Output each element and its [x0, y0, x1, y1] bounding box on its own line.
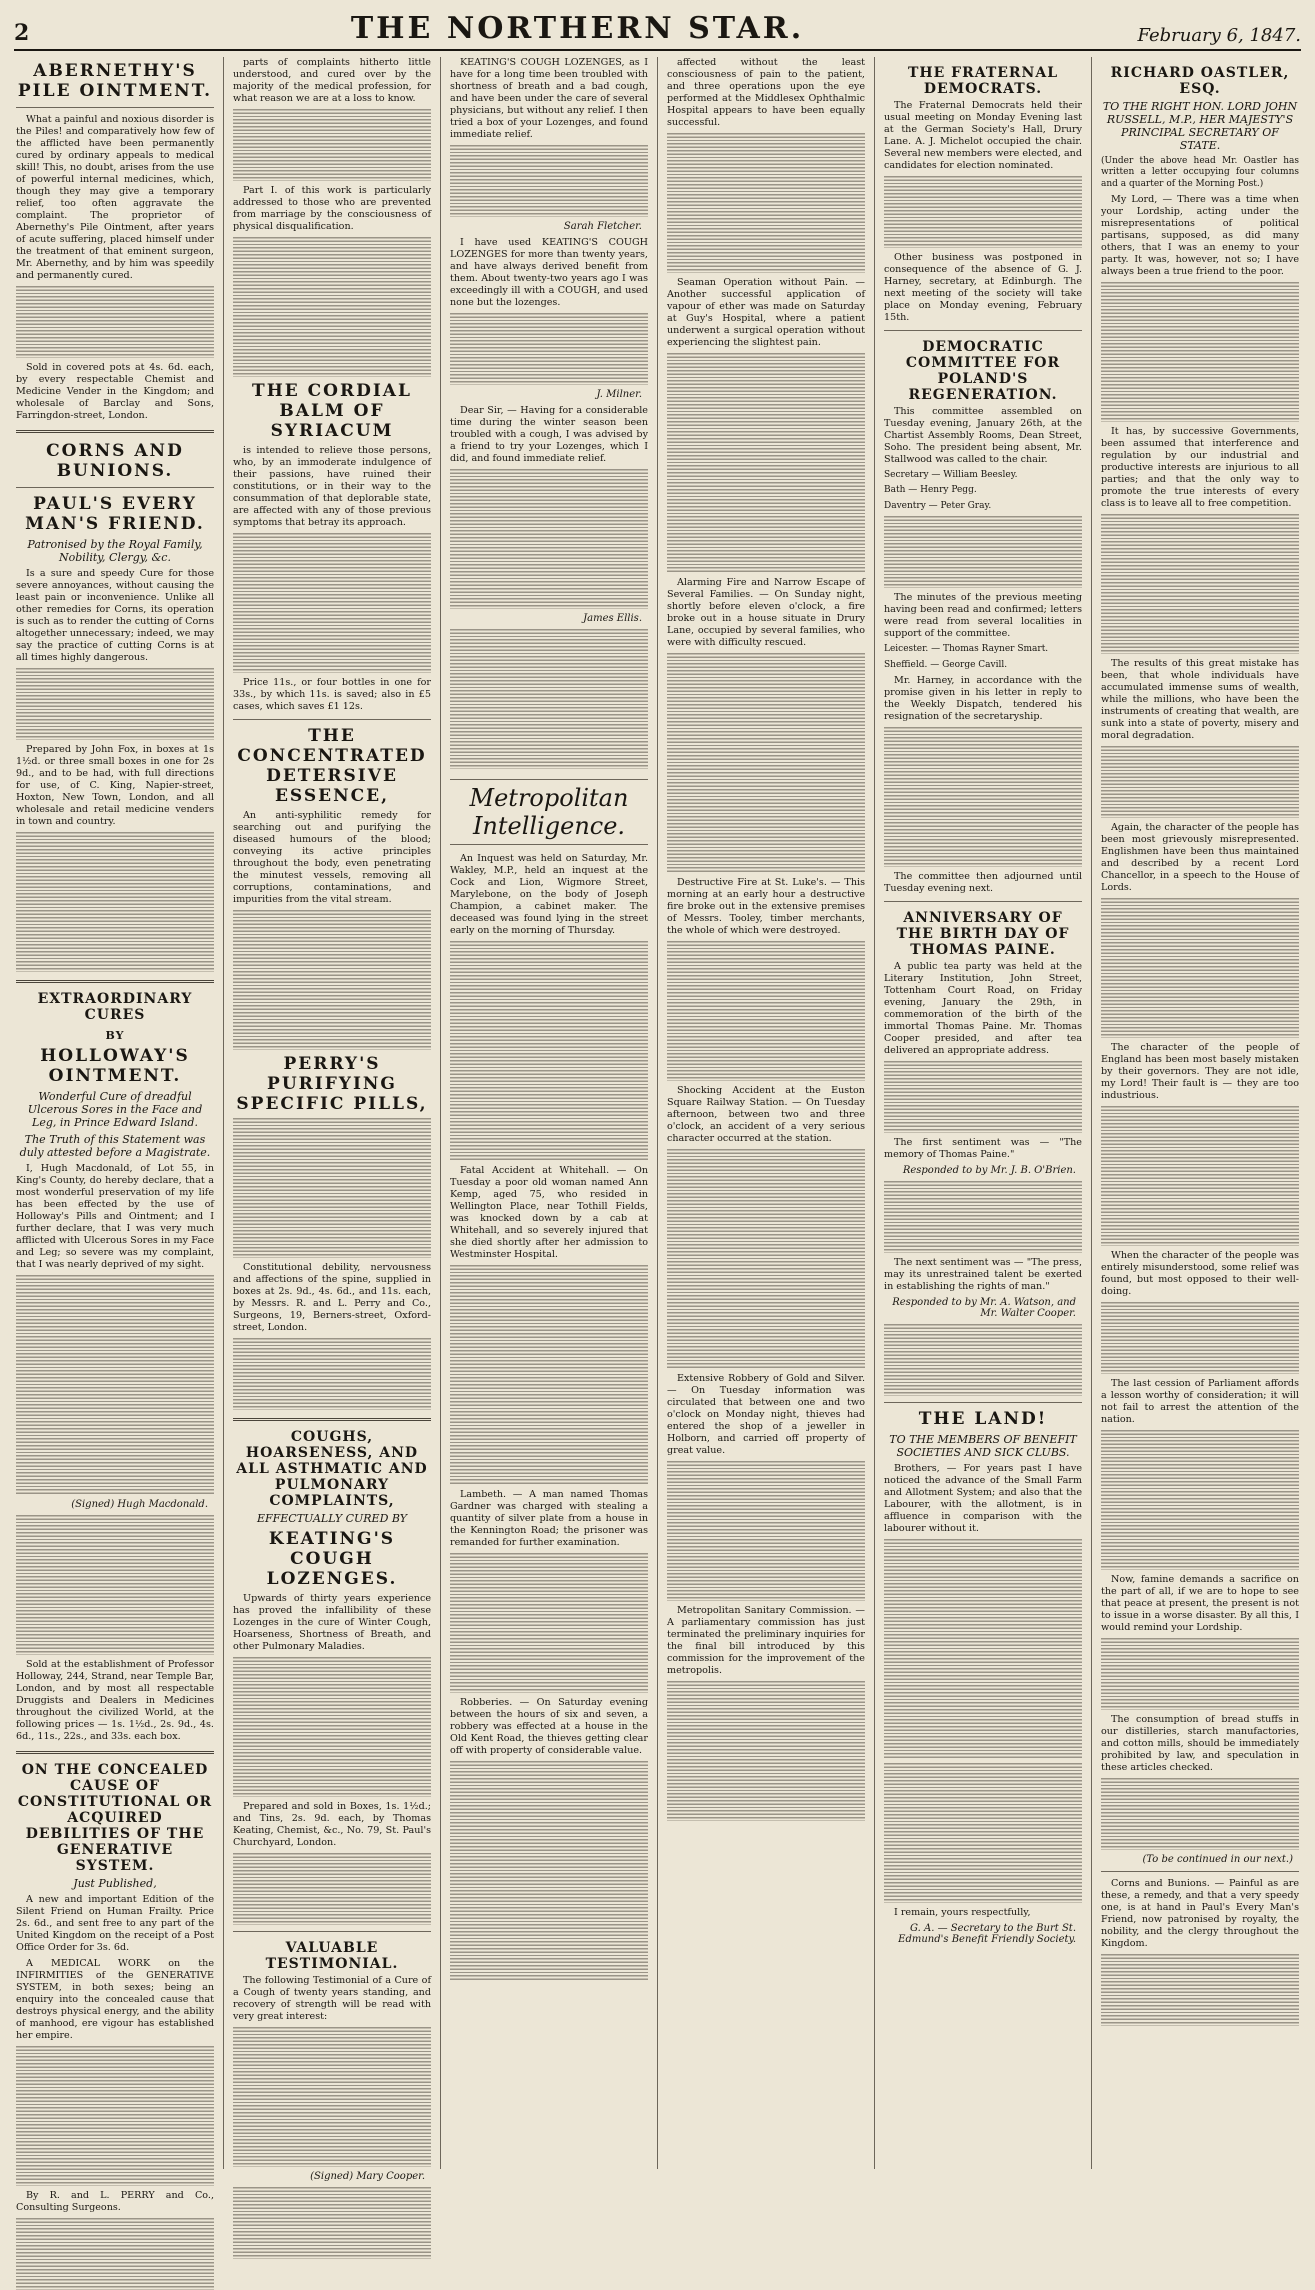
continued-note: (To be continued in our next.) — [1142, 1854, 1293, 1866]
text-block — [233, 2187, 431, 2259]
text-block — [16, 2046, 214, 2186]
signature: Sarah Fletcher. — [563, 221, 642, 232]
testimonial-text: KEATING'S COUGH LOZENGES, as I have for a long time been troubled with shortness of breath and a bad cough, and have been under the care of several physicians, but without any relief. I then tried a box of your Lozenges, and found immediate relief. — [450, 57, 648, 140]
newspaper-title: THE NORTHERN STAR. — [350, 11, 805, 46]
signature: (Signed) Mary Cooper. — [310, 2171, 425, 2182]
advert-text: is intended to relieve those persons, who, by an immoderate indulgence of their passions, have ruined their constitutions, or in their way to the consummation of that deplorable state, are affected with any of those previous symptoms that betray its approach. — [233, 445, 431, 528]
advert-text: Sold at the establishment of Professor Holloway, 244, Strand, near Temple Bar, London, and by most all respectable Druggists and Dealers in Medicines throughout the civilized World, at the following prices — 1s. 1½d., 2s. 9d., 4s. 6d., 11s., 22s., and 33s. each box. — [16, 1659, 214, 1742]
divider — [1101, 1871, 1299, 1872]
news-text: An Inquest was held on Saturday, Mr. Wakley, M.P., held an inquest at the Cock and Lion, Wigmore Street, Marylebone, on the body of Joseph Champion, a cabinet maker. The deceased was found lying in the street early on the morning of Thursday. — [450, 853, 648, 936]
text-block — [450, 941, 648, 1161]
text-block — [667, 941, 865, 1081]
news-text: Seaman Operation without Pain. — Another successful application of vapour of ether was made on Saturday at Guy's Hospital, where a patient underwent a surgical operation without experiencing the slightest pain. — [667, 277, 865, 348]
text-block — [884, 1539, 1082, 1759]
divider — [16, 1751, 214, 1754]
divider — [884, 330, 1082, 331]
text-block — [1101, 1778, 1299, 1850]
editor-note: (Under the above head Mr. Oastler has written a letter occupying four columns and a quarter of the Morning Post.) — [1101, 156, 1299, 189]
advert-text: Prepared and sold in Boxes, 1s. 1½d.; and Tins, 2s. 9d. each, by Thomas Keating, Chemist, &c., No. 79, St. Paul's Churchyard, London. — [233, 1801, 431, 1848]
advert-text: The following Testimonial of a Cure of a Cough of twenty years standing, and recovery of strength will be read with very great interest: — [233, 1975, 431, 2022]
letter-text: The last cession of Parliament affords a lesson worthy of consideration; it will not fail to arrest the attention of the nation. — [1101, 1378, 1299, 1426]
advert-heading-essence: THE CONCENTRATED DETERSIVE ESSENCE, — [237, 726, 427, 806]
article-text: I remain, yours respectfully, — [894, 1907, 1031, 1919]
advert-text: Is a sure and speedy Cure for those severe annoyances, without causing the least pain or inconvenience. Unlike all other remedies for Corns, its operation is such as to render the cutting of Corns altogether unnecessary; indeed, we may say the practice of cutting Corns is at all times highly dangerous. — [16, 568, 214, 663]
text-block — [1101, 1954, 1299, 2026]
news-text: Lambeth. — A man named Thomas Gardner was charged with stealing a quantity of silver plate from a house in the Kennington Road; the prisoner was remanded for further examination. — [450, 1489, 648, 1548]
signature: Responded to by Mr. A. Watson, and Mr. Walter Cooper. — [892, 1297, 1076, 1320]
advert-text: Corns and Bunions. — Painful as are these, a remedy, and that a very speedy one, is at hand in Paul's Every Man's Friend, now patronised by royalty, the nobility, and the clergy throughout the Kingdom. — [1101, 1878, 1299, 1950]
text-block — [667, 353, 865, 573]
advert-text: A MEDICAL WORK on the INFIRMITIES of the GENERATIVE SYSTEM, in both sexes; being an enquiry into the concealed cause that destroys physical energy, and the ability of manhood, ere vigour has established her empire. — [16, 1958, 214, 2041]
divider — [16, 487, 214, 488]
letter-text: The character of the people of England has been most basely mistaken by their governors. They are not idle, my Lord! Their fault is — they are too industrious. — [1101, 1042, 1299, 1102]
news-text: Robberies. — On Saturday evening between the hours of six and seven, a robbery was effected at a house in the Old Kent Road, the thieves getting clear off with property of considerable value. — [450, 1697, 648, 1756]
page-number: 2 — [14, 20, 30, 46]
advert-heading-pile-ointment: ABERNETHY'S PILE OINTMENT. — [17, 61, 213, 101]
section-heading-metropolitan: Metropolitan Intelligence. — [450, 779, 648, 845]
divider — [884, 901, 1082, 902]
text-block — [233, 1338, 431, 1410]
testimonial-text: Dear Sir, — Having for a considerable time during the winter season been troubled with a cough, I was advised by a friend to try your Lozenges, which I did, and found immediate relief. — [450, 405, 648, 464]
article-text: The first sentiment was — "The memory of Thomas Paine." — [884, 1137, 1082, 1161]
text-block — [884, 176, 1082, 248]
advert-heading-by: BY — [105, 1029, 125, 1042]
signature: (Signed) Hugh Macdonald. — [71, 1499, 208, 1510]
text-block — [233, 533, 431, 673]
letter-text: Now, famine demands a sacrifice on the part of all, if we are to hope to see that peace at present, the present is not to issue in a worse disaster. By all this, I would remind your Lordship. — [1101, 1574, 1299, 1634]
advert-heading-corns: CORNS AND BUNIONS. — [46, 441, 184, 481]
text-block — [233, 109, 431, 181]
text-block — [450, 145, 648, 217]
text-block — [233, 1657, 431, 1797]
letter-text: The consumption of bread stuffs in our distilleries, starch manufactories, and cotton mills, should be immediately prohibited by law, and speculation in these articles checked. — [1101, 1714, 1299, 1774]
signature: James Ellis. — [583, 613, 642, 624]
advert-heading-keating: KEATING'S COUGH LOZENGES. — [266, 1529, 398, 1589]
news-text: Destructive Fire at St. Luke's. — This morning at an early hour a destructive fire broke out in the extensive premises of Messrs. Tooley, timber merchants, the whole of which were destroyed. — [667, 877, 865, 936]
column-5 — [874, 57, 1091, 2169]
advert-heading-cures: EXTRAORDINARY CURES — [37, 991, 193, 1023]
signature: G. A. — Secretary to the Burt St. Edmund's Benefit Friendly Society. — [898, 1923, 1076, 1946]
text-block — [667, 1149, 865, 1369]
column-3 — [440, 57, 657, 2169]
text-block — [884, 1061, 1082, 1133]
advert-text: Sold in covered pots at 4s. 6d. each, by every respectable Chemist and Medicine Vender in the Kingdom; and wholesale of Barclay and Sons, Farringdon-street, London. — [16, 362, 214, 421]
text-block — [1101, 1106, 1299, 1246]
text-block — [1101, 514, 1299, 654]
news-text: affected without the least consciousness of pain to the patient, and three operations upon the eye performed at the Middlesex Ophthalmic Hospital appears to have been equally successful. — [667, 57, 865, 128]
advert-text: What a painful and noxious disorder is the Piles! and comparatively how few of the afflicted have been permanently cured by ordinary appeals to medical skill! This, no doubt, arises from the use of powerful internal medicines, which, though they may give a temporary relief, too often aggravate the complaint. The proprietor of Abernethy's Pile Ointment, after years of acute suffering, placed himself under the treatment of that eminent surgeon, Mr. Abernethy, and by him was speedily and permanently cured. — [16, 114, 214, 281]
article-heading-paine: ANNIVERSARY OF THE BIRTH DAY OF THOMAS PAINE. — [896, 910, 1070, 959]
text-block — [16, 668, 214, 740]
article-text: Mr. Harney, in accordance with the promise given in his letter in reply to the Weekly Dispatch, tendered his resignation of the secretaryship. — [884, 675, 1082, 723]
advert-text: A new and important Edition of the Silent Friend on Human Frailty. Price 2s. 6d., and sent free to any part of the United Kingdom on the receipt of a Post Office Order for 3s. 6d. — [16, 1894, 214, 1953]
news-text: Fatal Accident at Whitehall. — On Tuesday a poor old woman named Ann Kemp, aged 75, who resided in Wellington Place, near Tothill Fields, was knocked down by a cab at Whitehall, and so severely injured that she died shortly after her admission to Westminster Hospital. — [450, 1165, 648, 1260]
advert-text: I, Hugh Macdonald, of Lot 55, in King's County, do hereby declare, that a most wonderful preservation of my life has been effected by the use of Holloway's Pills and Ointment; and I further declare, that I was very much afflicted with Ulcerous Sores in my Face and Leg; so severe was my complaint, that I was nearly deprived of my sight. — [16, 1163, 214, 1270]
issue-date: February 6, 1847. — [1137, 25, 1301, 46]
article-text: The committee then adjourned until Tuesday evening next. — [884, 871, 1082, 895]
advert-heading-pills: PERRY'S PURIFYING SPECIFIC PILLS, — [236, 1054, 428, 1114]
article-subheading: TO THE MEMBERS OF BENEFIT SOCIETIES AND SICK CLUBS. — [889, 1433, 1077, 1460]
divider — [16, 107, 214, 108]
list-item: Daventry — Peter Gray. — [884, 500, 992, 511]
letter-text: It has, by successive Governments, been assumed that interference and regulation by our industrial and productive interests are injurious to all parties; and that the only way to promote the true interests of every class is to leave all to free competition. — [1101, 426, 1299, 510]
article-heading-oastler: RICHARD OASTLER, ESQ. — [1110, 65, 1290, 97]
advert-heading-pauls: PAUL'S EVERY MAN'S FRIEND. — [25, 494, 205, 534]
divider — [884, 1402, 1082, 1403]
article-text: Other business was postponed in consequence of the absence of G. J. Harney, secretary, at Edinburgh. The next meeting of the society will take place on Monday evening, February 15th. — [884, 252, 1082, 323]
text-block — [1101, 746, 1299, 818]
advert-heading-balm: THE CORDIAL BALM OF SYRIACUM — [252, 381, 412, 441]
text-block — [233, 237, 431, 377]
advert-heading-coughs: COUGHS, HOARSENESS, AND ALL ASTHMATIC AND PULMONARY COMPLAINTS, — [236, 1429, 428, 1509]
text-block — [16, 1275, 214, 1495]
text-block — [16, 1515, 214, 1655]
text-block — [450, 629, 648, 769]
article-subheading: TO THE RIGHT HON. LORD JOHN RUSSELL, M.P., HER MAJESTY'S PRINCIPAL SECRETARY OF STATE. — [1102, 100, 1298, 152]
text-block — [1101, 1430, 1299, 1570]
divider — [16, 980, 214, 983]
column-1 — [14, 57, 223, 2213]
article-text: Brothers, — For years past I have noticed the advance of the Small Farm and Allotment System; and also that the Labourer, with the allotment, is in affluence in comparison with the labourer without it. — [884, 1463, 1082, 1535]
column-2 — [223, 57, 440, 2182]
letter-text: The results of this great mistake has been, that whole individuals have accumulated immense sums of wealth, while the millions, who have been the instruments of creating that wealth, are sunk into a state of poverty, misery and moral degradation. — [1101, 658, 1299, 742]
article-text: A public tea party was held at the Literary Institution, John Street, Tottenham Court Road, on Friday evening, January the 29th, in commemoration of the birth of the immortal Thomas Paine. Mr. Thomas Cooper presided, and after tea delivered an appropriate address. — [884, 961, 1082, 1057]
advert-subheading: Just Published, — [73, 1877, 157, 1890]
masthead — [14, 10, 1301, 51]
list-item: Bath — Henry Pegg. — [884, 485, 977, 496]
text-block — [233, 2027, 431, 2167]
advert-subheading: Wonderful Cure of dreadful Ulcerous Sores in the Face and Leg, in Prince Edward Island. — [27, 1090, 203, 1129]
article-text: The Fraternal Democrats held their usual meeting on Monday Evening last at the German Society's Hall, Drury Lane. A. J. Michelot occupied the chair. Several new members were elected, and candidates for election nominated. — [884, 100, 1082, 171]
text-block — [884, 727, 1082, 867]
advert-text: Price 11s., or four bottles in one for 33s., by which 11s. is saved; also in £5 cases, which saves £1 12s. — [233, 677, 431, 712]
text-block — [884, 1181, 1082, 1253]
advert-heading-debilities: ON THE CONCEALED CAUSE OF CONSTITUTIONAL OR ACQUIRED DEBILITIES OF THE GENERATIVE SYSTEM. — [17, 1762, 213, 1874]
list-item: Secretary — William Beesley. — [884, 470, 1018, 480]
signature: J. Milner. — [596, 389, 642, 400]
text-block — [16, 286, 214, 358]
divider — [16, 430, 214, 433]
article-text: The next sentiment was — "The press, may its unrestrained talent be exerted in establishing the rights of man." — [884, 1257, 1082, 1293]
advert-text: parts of complaints hitherto little understood, and cured over by the majority of the medical profession, for what reason we are at a loss to know. — [233, 57, 431, 104]
letter-text: When the character of the people was entirely misunderstood, some relief was found, but most opposed to their well-doing. — [1101, 1250, 1299, 1298]
advert-heading-holloway: HOLLOWAY'S OINTMENT. — [40, 1046, 190, 1086]
text-block — [233, 910, 431, 1050]
advert-text: Constitutional debility, nervousness and affections of the spine, supplied in boxes at 2s. 9d., 4s. 6d., and 11s. each, by Messrs. R. and L. Perry and Co., Surgeons, 19, Berners-street, Oxford-street, London. — [233, 1262, 431, 1333]
text-block — [450, 313, 648, 385]
news-text: Metropolitan Sanitary Commission. — A parliamentary commission has just terminated the preliminary inquiries for the final bill introduced by this commission for the improvement of the metropolis. — [667, 1605, 865, 1676]
divider — [233, 1931, 431, 1932]
text-block — [667, 1461, 865, 1601]
text-block — [667, 1681, 865, 1821]
letter-text: Again, the character of the people has been most grievously misrepresented. Englishmen have been thus maintained and described by a recent Lord Chancellor, in a speech to the House of Lords. — [1101, 822, 1299, 894]
testimonial-text: I have used KEATING'S COUGH LOZENGES for more than twenty years, and have always derived benefit from them. About twenty-two years ago I was exceedingly ill with a COUGH, and used none but the lozenges. — [450, 237, 648, 308]
signature: Responded to by Mr. J. B. O'Brien. — [902, 1165, 1076, 1177]
article-heading-poland: DEMOCRATIC COMMITTEE FOR POLAND'S REGENERATION. — [905, 339, 1061, 403]
list-item: Leicester. — Thomas Rayner Smart. — [884, 644, 1049, 655]
text-block — [1101, 282, 1299, 422]
article-text: The minutes of the previous meeting having been read and confirmed; letters were read from several localities in support of the committee. — [884, 592, 1082, 640]
letter-text: My Lord, — There was a time when your Lordship, acting under the misrepresentations of political partisans, supposed, as did many others, that I was an enemy to your party. It was, however, not so; I have always been a true friend to the poor. — [1101, 194, 1299, 278]
advert-text: An anti-syphilitic remedy for searching out and purifying the diseased humours of the blood; conveying its active principles throughout the body, even penetrating the minutest vessels, removing all corruptions, contaminations, and impurities from the vital stream. — [233, 810, 431, 905]
text-block — [1101, 1302, 1299, 1374]
text-block — [450, 1553, 648, 1693]
advert-text: Prepared by John Fox, in boxes at 1s 1½d. or three small boxes in one for 2s 9d., and to be had, with full directions for use, of C. King, Napier-street, Hoxton, New Town, London, and all wholesale and retail medicine venders in town and country. — [16, 744, 214, 827]
article-text: This committee assembled on Tuesday evening, January 26th, at the Chartist Assembly Rooms, Dean Street, Soho. The president being absent, Mr. Stallwood was called to the chair. — [884, 406, 1082, 465]
list-item: Sheffield. — George Cavill. — [884, 659, 1008, 670]
text-block — [667, 653, 865, 873]
text-block — [450, 469, 648, 609]
article-heading-land: THE LAND! — [918, 1409, 1048, 1430]
advert-subheading: EFFECTUALLY CURED BY — [256, 1512, 408, 1525]
news-text: Extensive Robbery of Gold and Silver. — On Tuesday information was circulated that between one and two o'clock on Monday night, thieves had entered the shop of a jeweller in Holborn, and carried off property of great value. — [667, 1373, 865, 1456]
text-block — [450, 1761, 648, 1981]
text-block — [1101, 898, 1299, 1038]
advert-text: By R. and L. PERRY and Co., Consulting Surgeons. — [16, 2190, 214, 2213]
column-4 — [657, 57, 874, 2169]
text-block — [233, 1118, 431, 1258]
article-heading-fraternal: THE FRATERNAL DEMOCRATS. — [907, 65, 1059, 97]
text-block — [233, 1853, 431, 1925]
advert-text: Part I. of this work is particularly addressed to those who are prevented from marriage by the consciousness of physical disqualification. — [233, 185, 431, 232]
text-block — [450, 1265, 648, 1485]
text-block — [16, 832, 214, 972]
column-6 — [1091, 57, 1301, 2169]
columns — [14, 57, 1301, 2213]
text-block — [884, 1324, 1082, 1396]
advert-text: Upwards of thirty years experience has proved the infallibility of these Lozenges in the cure of Winter Cough, Hoarseness, Shortness of Breath, and other Pulmonary Maladies. — [233, 1593, 431, 1652]
text-block — [667, 133, 865, 273]
text-block — [884, 1763, 1082, 1903]
advert-subheading: The Truth of this Statement was duly attested before a Magistrate. — [19, 1133, 211, 1159]
news-text: Shocking Accident at the Euston Square Railway Station. — On Tuesday afternoon, between two and three o'clock, an accident of a very serious character occurred at the station. — [667, 1085, 865, 1144]
news-text: Alarming Fire and Narrow Escape of Several Families. — On Sunday night, shortly before eleven o'clock, a fire broke out in a house situate in Drury Lane, occupied by several families, who were with difficulty rescued. — [667, 577, 865, 648]
testimonial-heading: VALUABLE TESTIMONIAL. — [265, 1940, 399, 1972]
divider — [233, 1418, 431, 1421]
text-block — [884, 516, 1082, 588]
text-block — [1101, 1638, 1299, 1710]
advert-subheading: Patronised by the Royal Family, Nobility, Clergy, &c. — [27, 538, 203, 564]
text-block — [16, 2218, 214, 2290]
divider — [233, 719, 431, 720]
